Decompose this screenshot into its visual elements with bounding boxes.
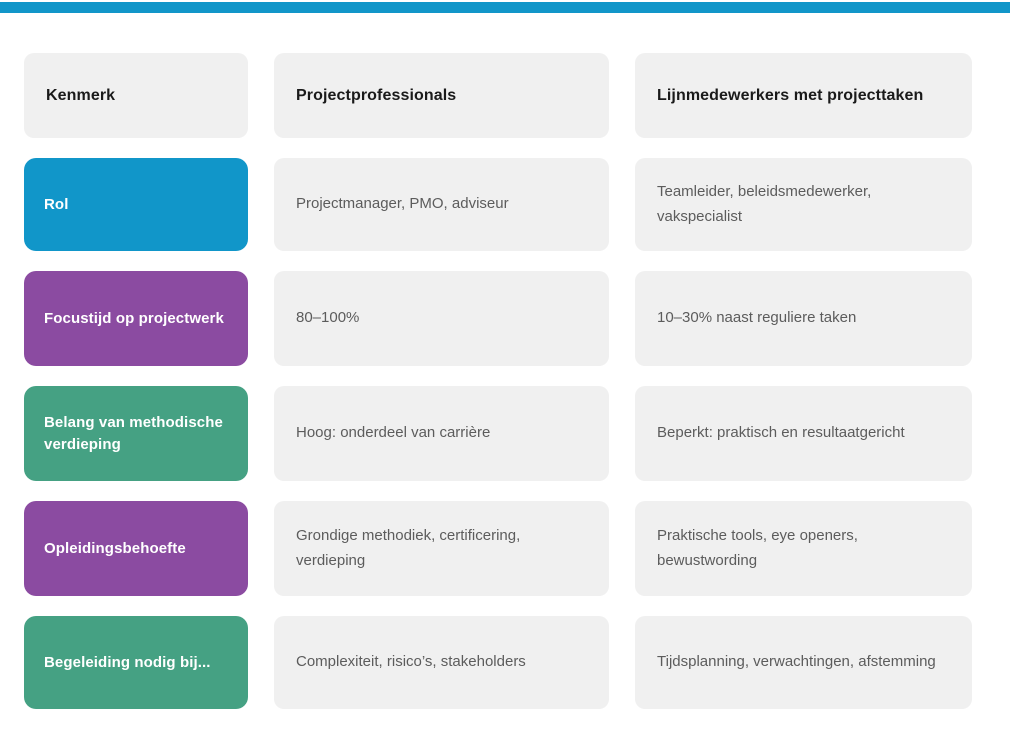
top-accent-bar (0, 2, 1010, 13)
table-cell-focustijd-projectprofessionals: 80–100% (274, 271, 609, 366)
table-cell-opleiding-lijnmedewerkers: Praktische tools, eye openers, bewustwording (635, 501, 972, 596)
table-cell-belang-projectprofessionals: Hoog: onderdeel van carrière (274, 386, 609, 481)
column-header-kenmerk: Kenmerk (24, 53, 248, 138)
row-label-focustijd: Focustijd op projectwerk (24, 271, 248, 366)
table-cell-rol-projectprofessionals: Projectmanager, PMO, adviseur (274, 158, 609, 251)
table-cell-begeleiding-lijnmedewerkers: Tijdsplanning, verwachtingen, afstemming (635, 616, 972, 709)
row-label-opleidingsbehoefte: Opleidingsbehoefte (24, 501, 248, 596)
row-label-belang-methodische-verdieping: Belang van methodische verdieping (24, 386, 248, 481)
table-cell-opleiding-projectprofessionals: Grondige methodiek, certificering, verdieping (274, 501, 609, 596)
table-cell-begeleiding-projectprofessionals: Complexiteit, risico’s, stakeholders (274, 616, 609, 709)
comparison-table (24, 53, 972, 709)
row-label-rol: Rol (24, 158, 248, 251)
column-header-projectprofessionals: Projectprofessionals (274, 53, 609, 138)
row-label-begeleiding: Begeleiding nodig bij... (24, 616, 248, 709)
column-header-lijnmedewerkers: Lijnmedewerkers met projecttaken (635, 53, 972, 138)
table-cell-rol-lijnmedewerkers: Teamleider, beleidsmedewerker, vakspecialist (635, 158, 972, 251)
table-cell-belang-lijnmedewerkers: Beperkt: praktisch en resultaatgericht (635, 386, 972, 481)
table-cell-focustijd-lijnmedewerkers: 10–30% naast reguliere taken (635, 271, 972, 366)
